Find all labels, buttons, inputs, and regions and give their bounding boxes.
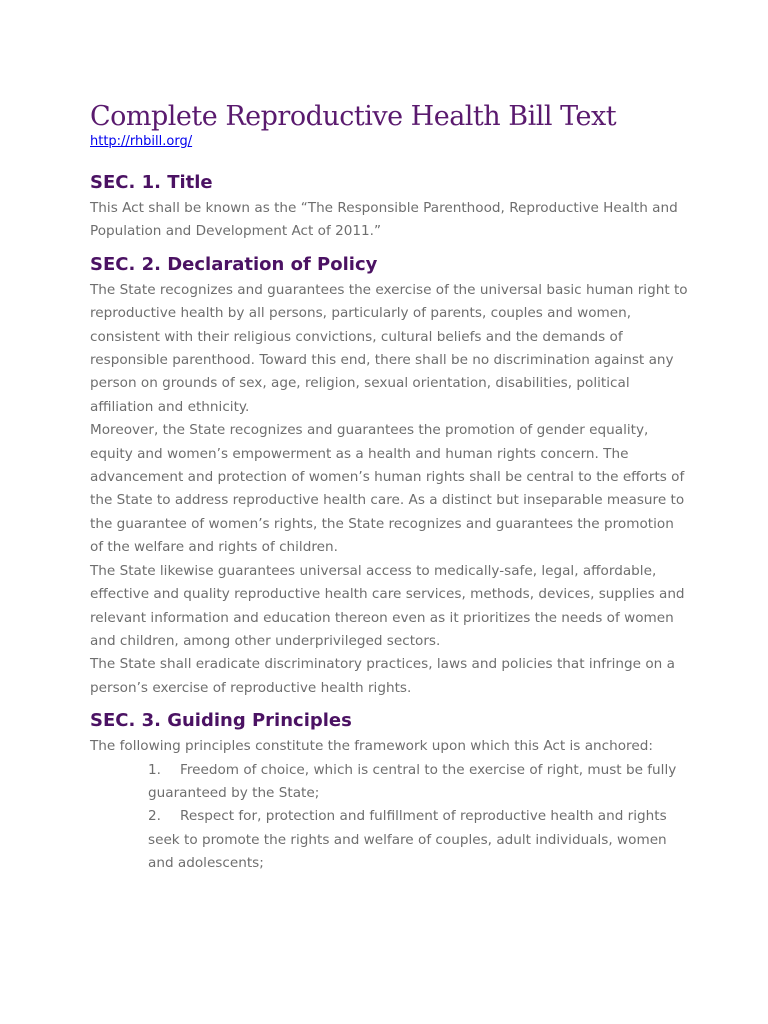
section-1-paragraph-1: This Act shall be known as the “The Responsible Parenthood, Reproductive Health and Population and Development Act of 2011.” <box>90 200 678 240</box>
source-link[interactable]: http://rhbill.org/ <box>90 134 193 149</box>
section-2-paragraph-3: The State likewise guarantees universal access to medically-safe, legal, affordable, effective and quality reproductive health care services, methods, devices, supplies and relevant information and education thereon even as it prioritizes the needs of women and children, among other underprivileged sectors. <box>90 562 685 649</box>
section-2-paragraph-1: The State recognizes and guarantees the exercise of the universal basic human right to reproductive health by all persons, particularly of parents, couples and women, consistent with their religious convictions, cultural beliefs and the demands of responsible parenthood. Toward this end, there shall be no discrimination against any person on grounds of sex, age, religion, sexual orientation, disabilities, political affiliation and ethnicity. <box>90 281 688 415</box>
list-item <box>148 759 688 806</box>
section-heading-1: SEC. 1. Title <box>90 172 213 193</box>
section-2-paragraph-4: The State shall eradicate discriminatory practices, laws and policies that infringe on a person’s exercise of reproductive health rights. <box>90 656 675 696</box>
list-item-text: Freedom of choice, which is central to the exercise of right, must be fully guaranteed by the State; <box>148 761 677 801</box>
section-3-body <box>90 735 690 758</box>
section-2-paragraph-2: Moreover, the State recognizes and guarantees the promotion of gender equality, equity and women’s empowerment as a health and human rights concern. The advancement and protection of women’s human rights shall be central to the efforts of the State to address reproductive health care. As a distinct but inseparable measure to the guarantee of women’s rights, the State recognizes and guarantees the promotion of the welfare and rights of children. <box>90 422 685 556</box>
section-2-body <box>90 279 690 700</box>
document-title: Complete Reproductive Health Bill Text <box>90 101 617 132</box>
list-item-text: Respect for, protection and fulfillment of reproductive health and rights seek to promote the rights and welfare of couples, adult individuals, women and adolescents; <box>148 808 667 872</box>
section-heading-3: SEC. 3. Guiding Principles <box>90 710 352 732</box>
section-3-paragraph-1: The following principles constitute the framework upon which this Act is anchored: <box>90 738 653 755</box>
list-item-number: 1. <box>148 761 161 778</box>
list-item-number: 2. <box>148 808 161 825</box>
section-1-body <box>90 197 690 244</box>
section-heading-2: SEC. 2. Declaration of Policy <box>90 253 378 275</box>
list-item <box>148 805 688 875</box>
guiding-principles-list <box>148 759 688 876</box>
